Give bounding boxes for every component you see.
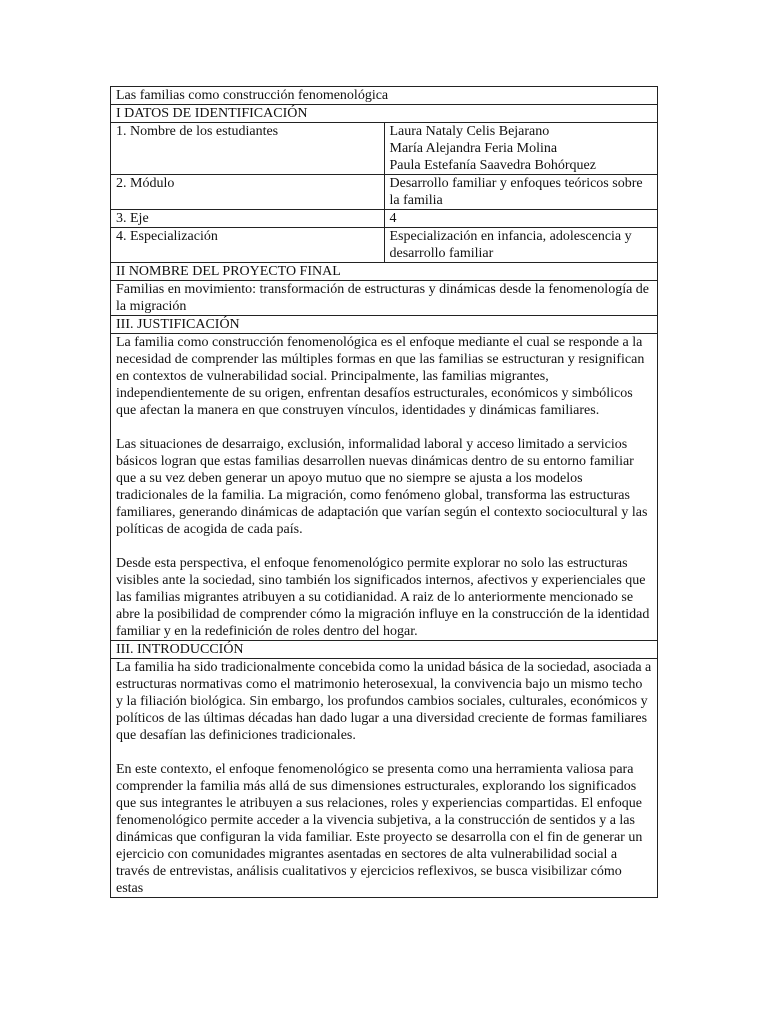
paragraph: Desde esta perspectiva, el enfoque fenomenológico permite explorar no solo las estructuras visibles ante la sociedad, sino también los significados internos, afectivos y experienciales que las familias migrantes atribuyen a su cotidianidad. A raiz de lo anteriormente mencionado se abre la posibilidad de comprender cómo la migración influye en la construcción de la identidad familiar y en la redefinición de roles dentro del hogar. bbox=[116, 556, 650, 639]
paragraph: La familia como construcción fenomenológica es el enfoque mediante el cual se responde a la necesidad de comprender las múltiples formas en que las familias se estructuran y resignifican en contextos de vulnerabilidad social. Principalmente, las familias migrantes, independientemente de su origen, enfrentan desafíos estructurales, económicos y simbólicos que afectan la manera en que construyen vínculos, identidades y dinámicas familiares. bbox=[116, 335, 645, 418]
project-name-row bbox=[111, 281, 658, 316]
students-row bbox=[111, 123, 658, 175]
paragraph: Las situaciones de desarraigo, exclusión, informalidad laboral y acceso limitado a servicios básicos logran que estas familias desarrollen nuevas dinámicas dentro de su entorno familiar que a su vez deben generar un apoyo mutuo que no siempre se ajusta a los modelos tradicionales de la familia. La migración, como fenómeno global, transforma las estructuras familiares, generando dinámicas de adaptación que varían según el contexto sociocultural y las políticas de acogida de cada país. bbox=[116, 437, 648, 537]
introduction-body bbox=[111, 659, 658, 898]
student-name: Laura Nataly Celis Bejarano bbox=[389, 124, 550, 139]
section-heading-introduction: III. INTRODUCCIÓN bbox=[111, 641, 658, 659]
project-name-header-row bbox=[111, 263, 658, 281]
specialization-row bbox=[111, 228, 658, 263]
specialization-value: Especialización en infancia, adolescencia y desarrollo familiar bbox=[384, 228, 658, 263]
project-form-table bbox=[110, 86, 658, 898]
section-heading-project-name: II NOMBRE DEL PROYECTO FINAL bbox=[111, 263, 658, 281]
students-label: 1. Nombre de los estudiantes bbox=[111, 123, 385, 175]
specialization-label: 4. Especialización bbox=[111, 228, 385, 263]
introduction-header-row bbox=[111, 641, 658, 659]
identification-header-row bbox=[111, 105, 658, 123]
student-name: María Alejandra Feria Molina bbox=[389, 141, 558, 156]
document-title: Las familias como construcción fenomenológica bbox=[111, 87, 658, 105]
students-list bbox=[384, 123, 658, 175]
module-value: Desarrollo familiar y enfoques teóricos sobre la familia bbox=[384, 175, 658, 210]
title-row bbox=[111, 87, 658, 105]
project-name: Familias en movimiento: transformación de estructuras y dinámicas desde la fenomenología de la migración bbox=[111, 281, 658, 316]
justification-header-row bbox=[111, 316, 658, 334]
axis-value: 4 bbox=[384, 210, 658, 228]
student-name: Paula Estefanía Saavedra Bohórquez bbox=[389, 158, 596, 173]
module-label: 2. Módulo bbox=[111, 175, 385, 210]
paragraph: En este contexto, el enfoque fenomenológico se presenta como una herramienta valiosa para comprender la familia más allá de sus dimensiones estructurales, explorando los significados que sus integrantes le atribuyen a sus relaciones, roles y experiencias compartidas. El enfoque fenomenológico permite acceder a la vivencia subjetiva, a la construcción de sentidos y a las dinámicas que configuran la vida familiar. Este proyecto se desarrolla con el fin de generar un ejercicio con comunidades migrantes asentadas en sectores de alta vulnerabilidad social a través de entrevistas, análisis cualitativos y ejercicios reflexivos, se busca visibilizar cómo estas bbox=[116, 762, 643, 896]
justification-row bbox=[111, 334, 658, 641]
section-heading-identification: I DATOS DE IDENTIFICACIÓN bbox=[111, 105, 658, 123]
paragraph: La familia ha sido tradicionalmente concebida como la unidad básica de la sociedad, asociada a estructuras normativas como el matrimonio heterosexual, la convivencia bajo un mismo techo y la filiación biológica. Sin embargo, los profundos cambios sociales, culturales, económicos y políticos de las últimas décadas han dado lugar a una diversidad creciente de formas familiares que desafían las definiciones tradicionales. bbox=[116, 660, 652, 743]
introduction-row bbox=[111, 659, 658, 898]
module-row bbox=[111, 175, 658, 210]
axis-row bbox=[111, 210, 658, 228]
justification-body bbox=[111, 334, 658, 641]
axis-label: 3. Eje bbox=[111, 210, 385, 228]
section-heading-justification: III. JUSTIFICACIÓN bbox=[111, 316, 658, 334]
introduction-text-clip bbox=[116, 659, 652, 897]
